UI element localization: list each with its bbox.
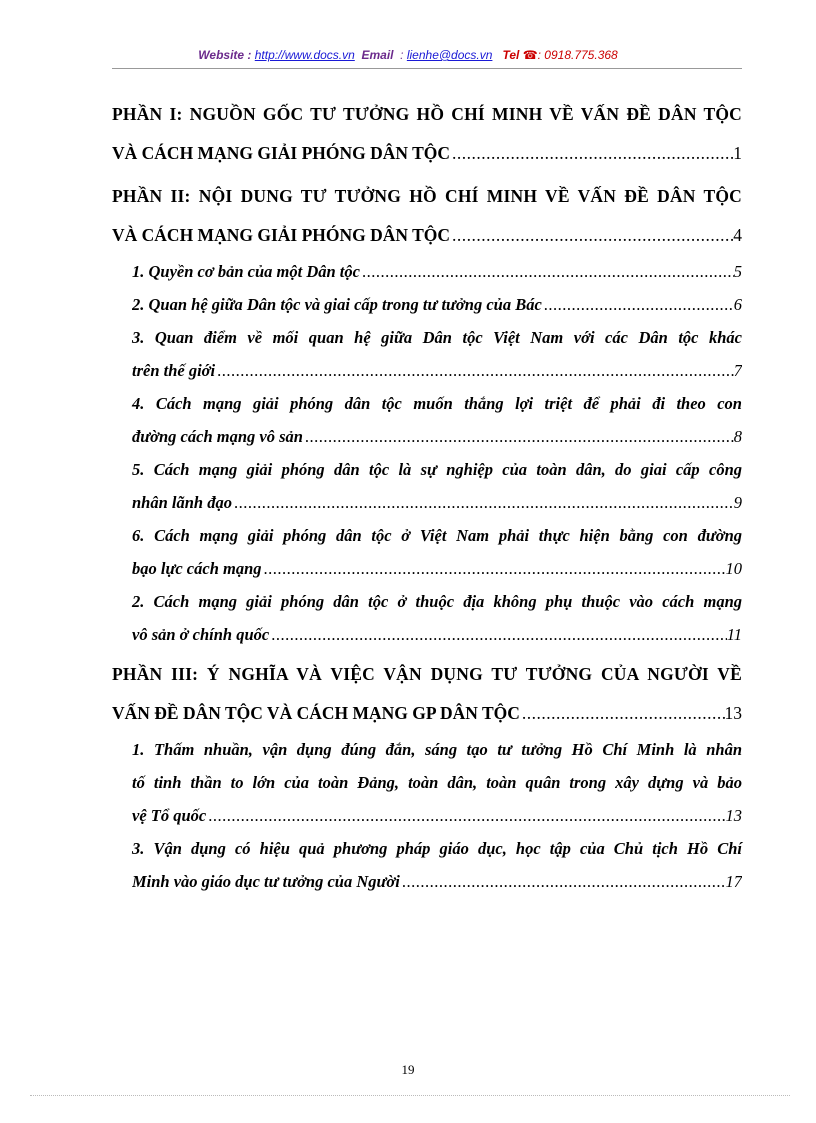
entry-text-line2: vô sản ở chính quốc [132, 625, 270, 644]
toc-entry [132, 832, 742, 898]
part-1-title-line1: PHẦN I: NGUỒN GỐC TƯ TƯỞNG HỒ CHÍ MINH VỀ VẤN ĐỀ DÂN TỘC [112, 104, 742, 124]
email-separator: : [400, 48, 404, 62]
entry-text-line1: 3. Vận dụng có hiệu quả phương pháp giáo dục, học tập của Chủ tịch Hồ Chí [132, 839, 742, 858]
entry-text-line1: 3. Quan điểm về mối quan hệ giữa Dân tộc Việt Nam với các Dân tộc khác [132, 328, 742, 347]
entry-page: 17 [725, 872, 742, 891]
entry-page: 5 [733, 262, 742, 281]
leader-dots [234, 486, 734, 519]
entry-page: 7 [733, 361, 742, 380]
table-of-contents [112, 95, 742, 902]
leader-dots [544, 288, 734, 321]
part-2-title-line2 [112, 216, 742, 255]
entry-text-line1: 4. Cách mạng giải phóng dân tộc muốn thắng lợi triệt để phải đi theo con [132, 394, 742, 413]
leader-dots [271, 618, 727, 651]
leader-dots [452, 134, 733, 173]
part-2-title-line1: PHẦN II: NỘI DUNG TƯ TƯỞNG HỒ CHÍ MINH VỀ VẤN ĐỀ DÂN TỘC [112, 186, 742, 206]
toc-entry [132, 255, 742, 288]
entry-text-line2: nhân lãnh đạo [132, 493, 232, 512]
entry-page: 9 [733, 493, 742, 512]
entry-text-line1b: tố tinh thần to lớn của toàn Đảng, toàn dân, toàn quân trong xây dựng và bảo [132, 773, 742, 792]
toc-entry [132, 453, 742, 519]
leader-dots [217, 354, 734, 387]
part-1-title-line2 [112, 134, 742, 173]
toc-entry [132, 585, 742, 651]
toc-part-2 [112, 177, 742, 651]
entry-text: 1. Quyền cơ bản của một Dân tộc [132, 262, 360, 281]
entry-text-line1: 1. Thấm nhuần, vận dụng đúng đắn, sáng tạo tư tưởng Hồ Chí Minh là nhân [132, 740, 742, 759]
entry-text-line2: đường cách mạng vô sản [132, 427, 303, 446]
leader-dots [522, 694, 725, 733]
email-link[interactable]: lienhe@docs.vn [406, 48, 493, 62]
leader-dots [452, 216, 733, 255]
phone-icon: ☎ [522, 48, 538, 62]
page-number: 19 [401, 1062, 415, 1077]
footer-divider [30, 1095, 790, 1096]
entry-text-line2: trên thế giới [132, 361, 216, 380]
part-2-title-text: VÀ CÁCH MẠNG GIẢI PHÓNG DÂN TỘC [112, 225, 451, 245]
tel-value: : 0918.775.368 [537, 48, 618, 62]
header-divider [112, 68, 742, 69]
entry-page: 13 [725, 806, 742, 825]
website-label: Website : [198, 48, 252, 62]
leader-dots [305, 420, 734, 453]
entry-page: 10 [725, 559, 742, 578]
leader-dots [362, 255, 734, 288]
entry-text-line2: vệ Tổ quốc [132, 806, 207, 825]
toc-entry [132, 733, 742, 832]
page-header [0, 48, 816, 62]
part-1-title-text: VÀ CÁCH MẠNG GIẢI PHÓNG DÂN TỘC [112, 143, 451, 163]
part-1-page: 1 [733, 143, 742, 163]
website-link[interactable]: http://www.docs.vn [254, 48, 355, 62]
tel-label: Tel [502, 48, 520, 62]
entry-page: 8 [733, 427, 742, 446]
entry-text-line1: 5. Cách mạng giải phóng dân tộc là sự nghiệp của toàn dân, do giai cấp công [132, 460, 742, 479]
leader-dots [264, 552, 726, 585]
toc-entry [132, 321, 742, 387]
part-3-page: 13 [724, 703, 742, 723]
leader-dots [402, 865, 726, 898]
leader-dots [208, 799, 725, 832]
toc-part-1 [112, 95, 742, 173]
entry-text-line1: 6. Cách mạng giải phóng dân tộc ở Việt Nam phải thực hiện bằng con đường [132, 526, 742, 545]
part-3-title-text: VẤN ĐỀ DÂN TỘC VÀ CÁCH MẠNG GP DÂN TỘC [112, 703, 520, 723]
toc-entry [132, 288, 742, 321]
entry-text-line2: bạo lực cách mạng [132, 559, 262, 578]
part-3-title-line2 [112, 694, 742, 733]
entry-text: 2. Quan hệ giữa Dân tộc và giai cấp trong tư tưởng của Bác [132, 295, 542, 314]
email-label: Email [361, 48, 394, 62]
part-3-title-line1: PHẦN III: Ý NGHĨA VÀ VIỆC VẬN DỤNG TƯ TƯỞNG CỦA NGƯỜI VỀ [112, 664, 742, 684]
entry-text-line2: Minh vào giáo dục tư tưởng của Người [132, 872, 400, 891]
toc-entry [132, 519, 742, 585]
part-2-page: 4 [733, 225, 742, 245]
entry-page: 11 [726, 625, 742, 644]
toc-entry [132, 387, 742, 453]
toc-part-3 [112, 655, 742, 898]
entry-text-line1: 2. Cách mạng giải phóng dân tộc ở thuộc địa không phụ thuộc vào cách mạng [132, 592, 742, 611]
entry-page: 6 [733, 295, 742, 314]
